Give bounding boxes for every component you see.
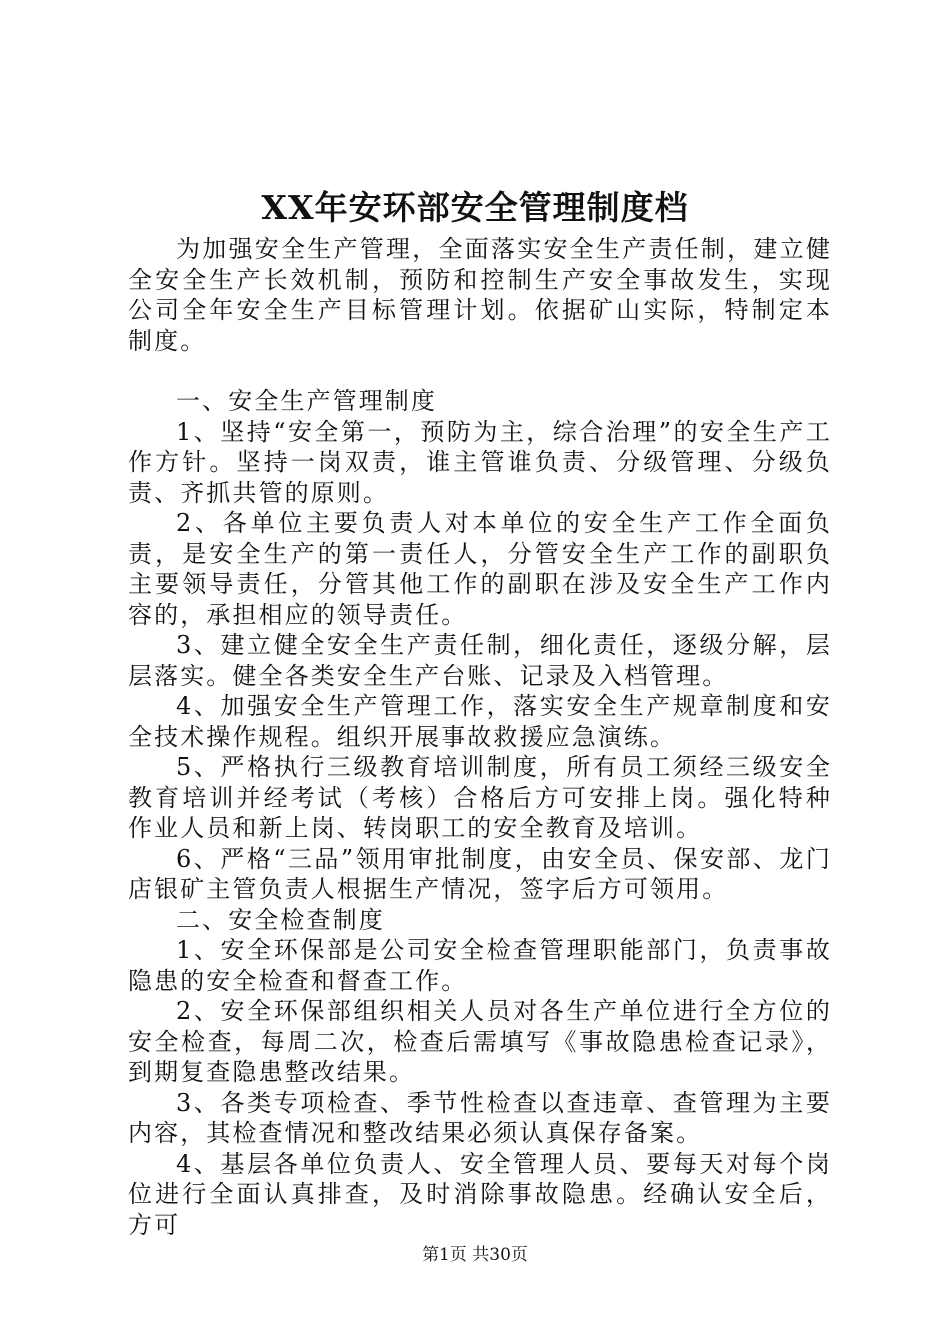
paragraph: 1、坚持“安全第一，预防为主，综合治理”的安全生产工作方针。坚持一岗双责，谁主管谁负责、分级管理、分级负责、齐抓共管的原则。 [128,417,832,507]
document-body [128,234,832,1240]
paragraph: 1、安全环保部是公司安全检查管理职能部门，负责事故隐患的安全检查和督查工作。 [128,936,832,995]
section-heading-2: 二、安全检查制度 [176,905,385,934]
paragraph: 3、各类专项检查、季节性检查以查违章、查管理为主要内容，其检查情况和整改结果必须认真保存备案。 [128,1088,832,1147]
paragraph: 2、安全环保部组织相关人员对各生产单位进行全方位的安全检查，每周二次，检查后需填写《事故隐患检查记录》，到期复查隐患整改结果。 [128,997,832,1086]
section-heading-1: 一、安全生产管理制度 [176,387,437,415]
page-number-footer: 第1页 共30页 [422,1245,528,1265]
intro-paragraph: 为加强安全生产管理，全面落实安全生产责任制，建立健全安全生产长效机制，预防和控制生产安全事故发生，实现公司全年安全生产目标管理计划。依据矿山实际，特制定本制度。 [128,235,832,355]
paragraph: 4、加强安全生产管理工作，落实安全生产规章制度和安全技术操作规程。组织开展事故救援应急演练。 [128,692,832,751]
paragraph: 3、建立健全安全生产责任制，细化责任，逐级分解，层层落实。健全各类安全生产台账、记录及入档管理。 [128,631,832,690]
document-title: XX年安环部安全管理制度档 [261,188,689,227]
paragraph: 4、基层各单位负责人、安全管理人员、要每天对每个岗位进行全面认真排查，及时消除事故隐患。经确认安全后，方可 [128,1149,832,1239]
paragraph: 6、严格“三品”领用审批制度，由安全员、保安部、龙门店银矿主管负责人根据生产情况，签字后方可领用。 [128,844,832,903]
paragraph: 2、各单位主要负责人对本单位的安全生产工作全面负责，是安全生产的第一责任人，分管安全生产工作的副职负主要领导责任，分管其他工作的副职在涉及安全生产工作内容的，承担相应的领导责任。 [128,509,832,629]
paragraph: 5、严格执行三级教育培训制度，所有员工须经三级安全教育培训并经考试（考核）合格后方可安排上岗。强化特种作业人员和新上岗、转岗职工的安全教育及培训。 [128,753,832,842]
